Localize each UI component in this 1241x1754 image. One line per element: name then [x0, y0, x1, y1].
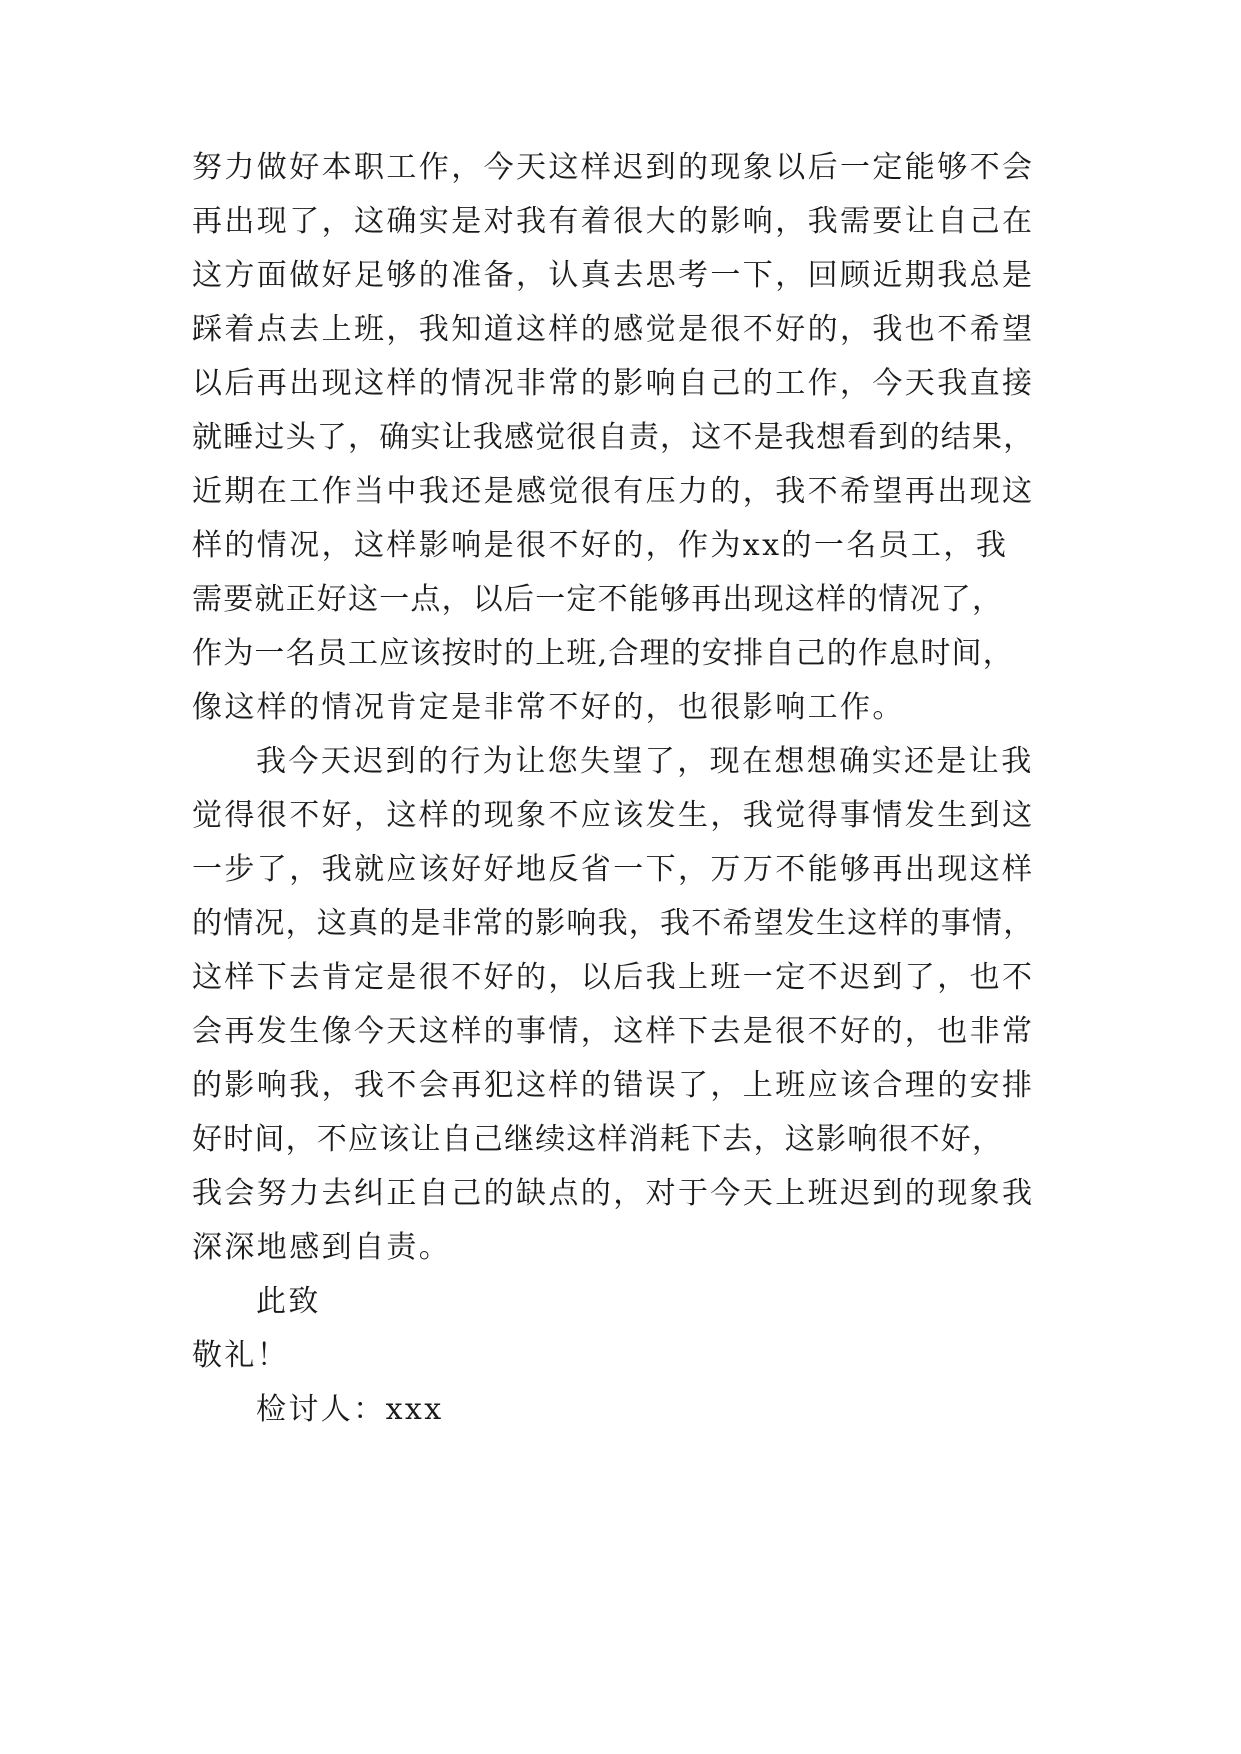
paragraph-2-line-3: 一步了，我就应该好好地反省一下，万万不能够再出现这样	[192, 852, 1035, 887]
paragraph-1-line-1: 努力做好本职工作，今天这样迟到的现象以后一定能够不会	[192, 150, 1035, 185]
closing-regards: 敬礼！	[192, 1338, 290, 1373]
paragraph-1-line-11: 像这样的情况肯定是非常不好的，也很影响工作。	[192, 690, 905, 725]
paragraph-2-line-8: 好时间，不应该让自己继续这样消耗下去，这影响很不好，	[192, 1122, 1004, 1157]
paragraph-1-line-2: 再出现了，这确实是对我有着很大的影响，我需要让自己在	[192, 204, 1035, 239]
closing-salutation: 此致	[256, 1284, 321, 1319]
paragraph-2-line-2: 觉得很不好，这样的现象不应该发生，我觉得事情发生到这	[192, 798, 1035, 833]
paragraph-1-line-8: 样的情况，这样影响是很不好的，作为xx的一名员工，我	[192, 528, 1009, 563]
paragraph-2-line-6: 会再发生像今天这样的事情，这样下去是很不好的，也非常	[192, 1014, 1035, 1049]
paragraph-1-line-9: 需要就正好这一点，以后一定不能够再出现这样的情况了，	[192, 582, 1004, 617]
paragraph-1-line-10: 作为一名员工应该按时的上班,合理的安排自己的作息时间，	[192, 636, 1014, 671]
signature: 检讨人：xxx	[256, 1392, 444, 1427]
paragraph-2-line-10: 深深地感到自责。	[192, 1230, 452, 1265]
paragraph-2-line-9: 我会努力去纠正自己的缺点的，对于今天上班迟到的现象我	[192, 1176, 1035, 1211]
paragraph-1-line-6: 就睡过头了，确实让我感觉很自责，这不是我想看到的结果，	[192, 420, 1035, 455]
paragraph-2-line-1: 我今天迟到的行为让您失望了，现在想想确实还是让我	[256, 744, 1034, 779]
paragraph-2-line-4: 的情况，这真的是非常的影响我，我不希望发生这样的事情，	[192, 906, 1035, 941]
paragraph-1-line-4: 踩着点去上班，我知道这样的感觉是很不好的，我也不希望	[192, 312, 1035, 347]
paragraph-1-line-5: 以后再出现这样的情况非常的影响自己的工作，今天我直接	[192, 366, 1035, 401]
paragraph-2-line-7: 的影响我，我不会再犯这样的错误了，上班应该合理的安排	[192, 1068, 1035, 1103]
paragraph-1-line-7: 近期在工作当中我还是感觉很有压力的，我不希望再出现这	[192, 474, 1035, 509]
paragraph-2-line-5: 这样下去肯定是很不好的，以后我上班一定不迟到了，也不	[192, 960, 1035, 995]
paragraph-1-line-3: 这方面做好足够的准备，认真去思考一下，回顾近期我总是	[192, 258, 1035, 293]
